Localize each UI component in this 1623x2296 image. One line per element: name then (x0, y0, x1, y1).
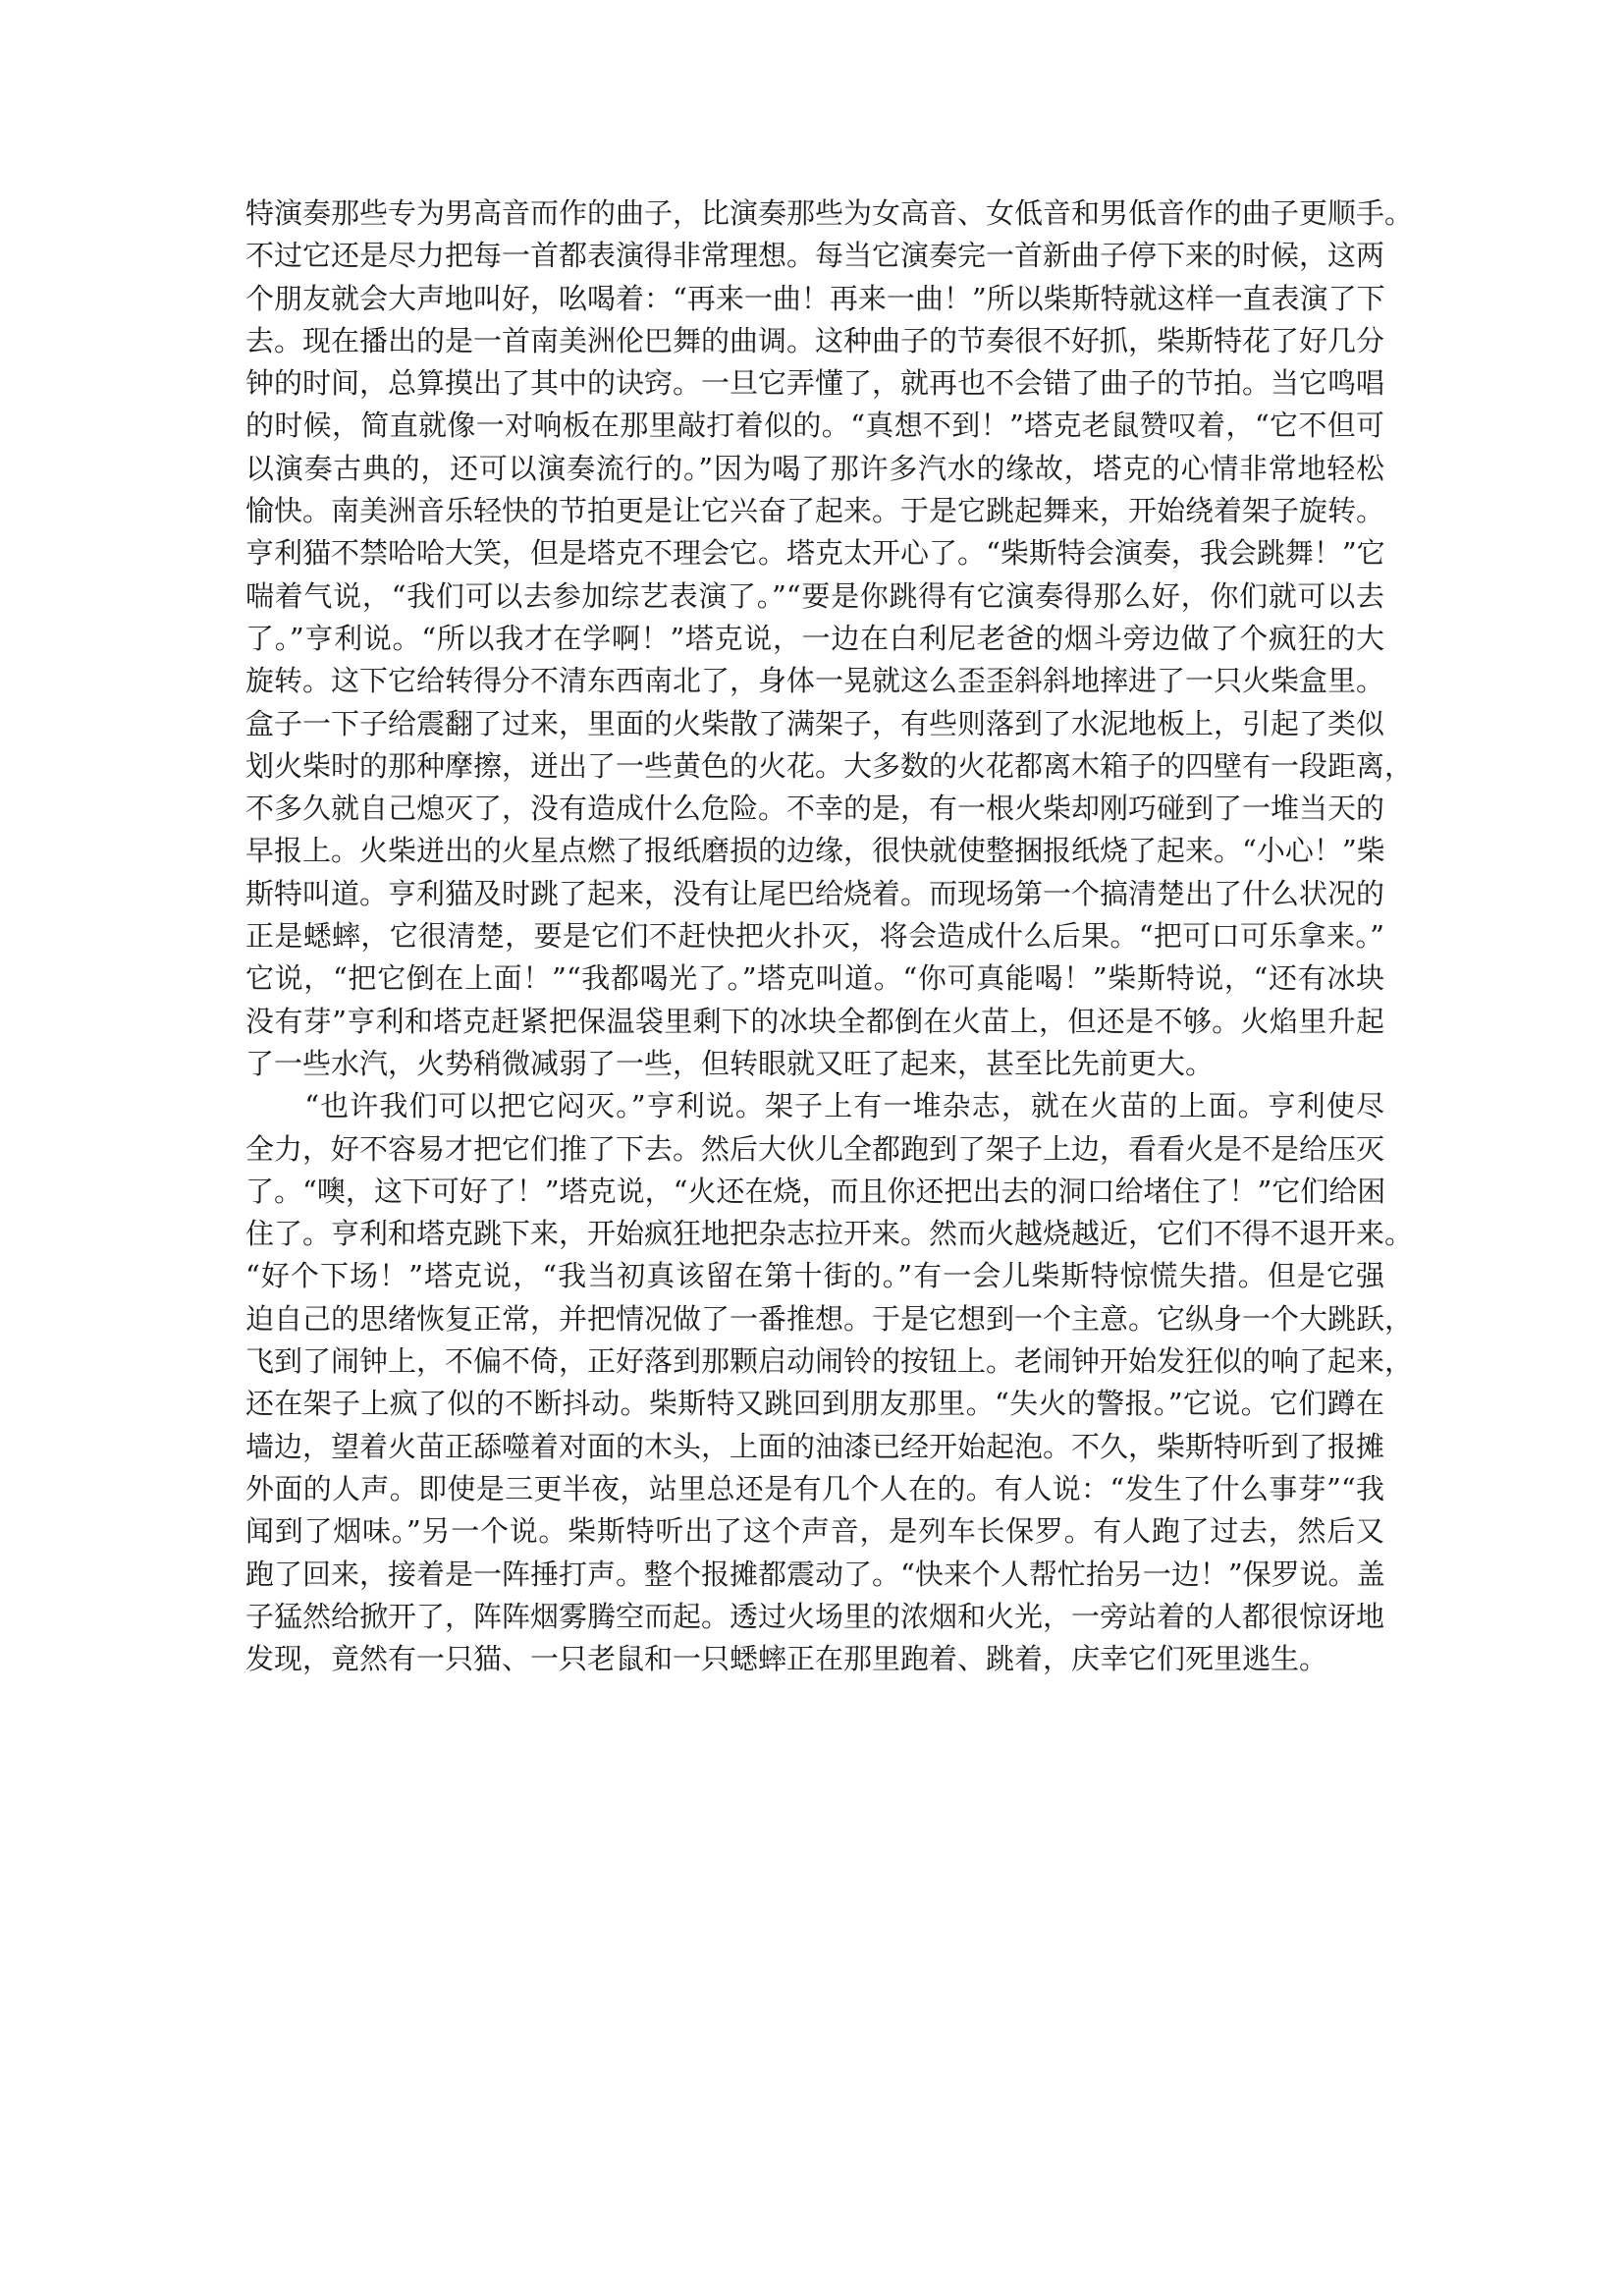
text-line: 闻到了烟味。”另一个说。柴斯特听出了这个声音，是列车长保罗。有人跑了过去，然后又 (245, 1514, 1384, 1549)
text-line: “好个下场！”塔克说，“我当初真该留在第十街的。”有一会儿柴斯特惊慌失措。但是它强 (245, 1259, 1384, 1293)
text-line: 还在架子上疯了似的不断抖动。柴斯特又跳回到朋友那里。“失火的警报。”它说。它们蹲在 (245, 1387, 1384, 1421)
text-line: 特演奏那些专为男高音而作的曲子，比演奏那些为女高音、女低音和男低音作的曲子更顺手。 (245, 196, 1414, 230)
text-line: 亨利猫不禁哈哈大笑，但是塔克不理会它。塔克太开心了。“柴斯特会演奏，我会跳舞！”它 (245, 536, 1385, 571)
text-line: 全力，好不容易才把它们推了下去。然后大伙儿全都跑到了架子上边，看看火是不是给压灭 (245, 1131, 1385, 1166)
text-line: 跑了回来，接着是一阵捶打声。整个报摊都震动了。“快来个人帮忙抬另一边！”保罗说。盖 (245, 1557, 1385, 1591)
text-line: 没有芽”亨利和塔克赶紧把保温袋里剩下的冰块全都倒在火苗上，但还是不够。火焰里升起 (245, 1004, 1384, 1038)
paragraph (245, 1085, 1414, 1680)
text-line: 了。“噢，这下可好了！”塔克说，“火还在烧，而且你还把出去的洞口给堵住了！”它们给困 (245, 1174, 1386, 1208)
text-line: 喘着气说，“我们可以去参加综艺表演了。”“要是你跳得有它演奏得那么好，你们就可以去 (245, 578, 1384, 613)
text-line: 钟的时间，总算摸出了其中的诀窍。一旦它弄懂了，就再也不会错了曲子的节拍。当它鸣唱 (245, 366, 1385, 401)
text-line: 住了。亨利和塔克跳下来，开始疯狂地把杂志拉开来。然而火越烧越近，它们不得不退开来。 (245, 1217, 1414, 1251)
text-line: 迫自己的思绪恢复正常，并把情况做了一番推想。于是它想到一个主意。它纵身一个大跳跃， (245, 1301, 1414, 1336)
text-line: 了一些水汽，火势稍微减弱了一些，但转眼就又旺了起来，甚至比先前更大。 (245, 1046, 1215, 1080)
text-line: 以演奏古典的，还可以演奏流行的。”因为喝了那许多汽水的缘故，塔克的心情非常地轻松 (245, 451, 1384, 485)
text-line: 盒子一下子给震翻了过来，里面的火柴散了满架子，有些则落到了水泥地板上，引起了类似 (245, 706, 1385, 740)
text-line: 了。”亨利说。“所以我才在学啊！”塔克说，一边在白利尼老爸的烟斗旁边做了个疯狂的大 (245, 621, 1384, 655)
text-line: 它说，“把它倒在上面！”“我都喝光了。”塔克叫道。“你可真能喝！”柴斯特说，“还有冰块 (245, 961, 1384, 996)
text-line: 愉快。南美洲音乐轻快的节拍更是让它兴奋了起来。于是它跳起舞来，开始绕着架子旋转。 (245, 494, 1385, 528)
text-line: 个朋友就会大声地叫好，吆喝着：“再来一曲！再来一曲！”所以柴斯特就这样一直表演了下 (245, 281, 1385, 315)
text-line: 不过它还是尽力把每一首都表演得非常理想。每当它演奏完一首新曲子停下来的时候，这两 (245, 239, 1385, 273)
text-line: 发现，竟然有一只猫、一只老鼠和一只蟋蟀正在那里跑着、跳着，庆幸它们死里逃生。 (245, 1642, 1328, 1676)
text-line: 飞到了闹钟上，不偏不倚，正好落到那颗启动闹铃的按钮上。老闹钟开始发狂似的响了起来， (245, 1344, 1414, 1379)
text-line: 外面的人声。即使是三更半夜，站里总还是有几个人在的。有人说：“发生了什么事芽”“我 (245, 1471, 1384, 1505)
text-line: 的时候，简直就像一对响板在那里敲打着似的。“真想不到！”塔克老鼠赞叹着，“它不但可 (245, 409, 1384, 443)
text-line: “也许我们可以把它闷灭。”亨利说。架子上有一堆杂志，就在火苗的上面。亨利使尽 (245, 1089, 1384, 1123)
text-line: 划火柴时的那种摩擦，迸出了一些黄色的火花。大多数的火花都离木箱子的四壁有一段距离， (245, 748, 1414, 783)
text-line: 斯特叫道。亨利猫及时跳了起来，没有让尾巴给烧着。而现场第一个搞清楚出了什么状况的 (245, 876, 1385, 910)
text-line: 子猛然给掀开了，阵阵烟雾腾空而起。透过火场里的浓烟和火光，一旁站着的人都很惊讶地 (245, 1599, 1385, 1633)
text-line: 旋转。这下它给转得分不清东西南北了，身体一晃就这么歪歪斜斜地摔进了一只火柴盒里。 (245, 664, 1385, 698)
paragraph (245, 192, 1414, 1085)
text-line: 不多久就自己熄灭了，没有造成什么危险。不幸的是，有一根火柴却刚巧碰到了一堆当天的 (245, 792, 1385, 826)
text-line: 墙边，望着火苗正舔噬着对面的木头，上面的油漆已经开始起泡。不久，柴斯特听到了报摊 (245, 1429, 1385, 1463)
text-line: 去。现在播出的是一首南美洲伦巴舞的曲调。这种曲子的节奏很不好抓，柴斯特花了好几分 (245, 323, 1385, 357)
text-line: 早报上。火柴迸出的火星点燃了报纸磨损的边缘，很快就使整捆报纸烧了起来。“小心！”柴 (245, 834, 1385, 868)
text-line: 正是蟋蟀，它很清楚，要是它们不赶快把火扑灭，将会造成什么后果。“把可口可乐拿来。” (245, 919, 1384, 954)
story-text-body (245, 192, 1414, 1680)
